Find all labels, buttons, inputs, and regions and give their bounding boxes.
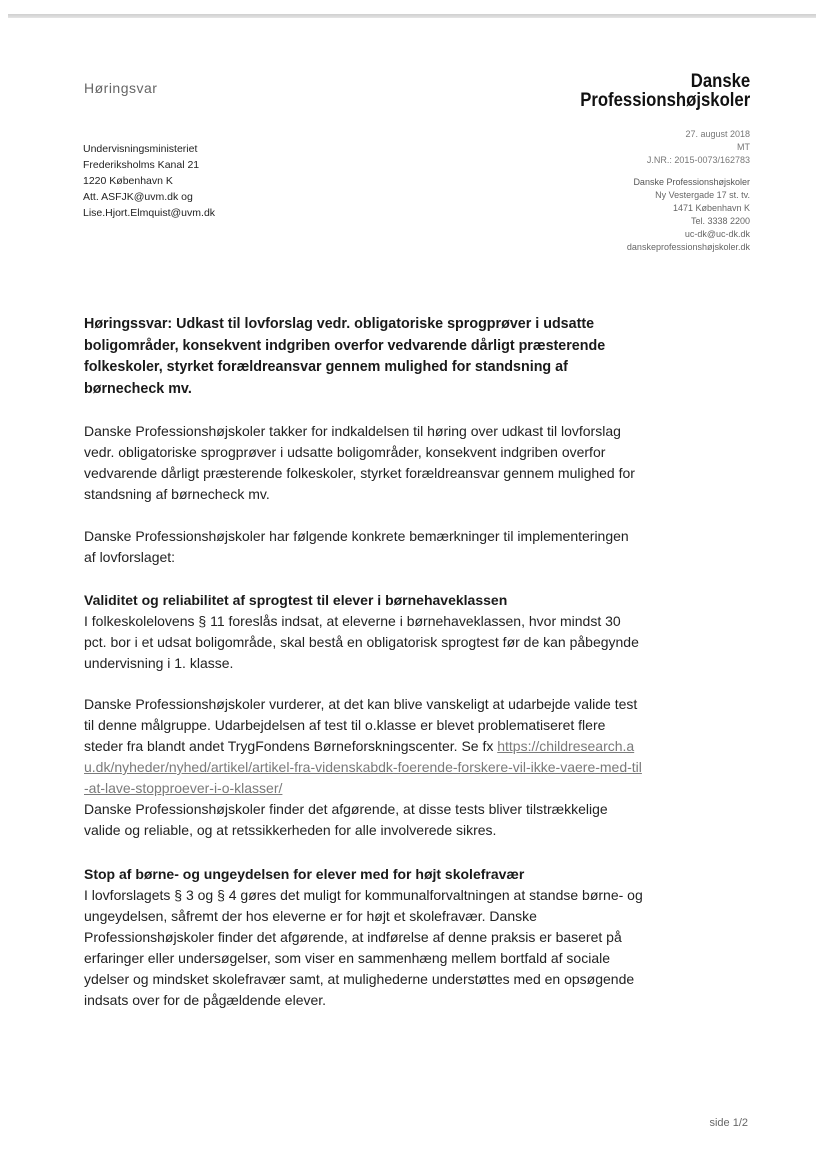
document-type: Høringsvar [84, 80, 158, 96]
assessment-text: Danske Professionshøjskoler vurderer, at det kan blive vanskeligt at udarbejde valide test til denne målgruppe. Udarbejdelsen af test til o.klasse er blevet problematiseret flere steder fra blandt andet TrygFondens Børneforskningscenter. [84, 696, 638, 754]
recipient-line: Att. ASFJK@uvm.dk og [83, 191, 193, 203]
section-validity [84, 590, 644, 674]
letter-meta [647, 128, 750, 167]
intro-paragraph: Danske Professionshøjskoler takker for indkaldelsen til høring over udkast til lovforslag vedr. obligatoriske sprogprøver i udsatte boligområder, konsekvent indgriben overfor vedvarende dårligt præsterende folkeskoler, styrket forældreansvar gennem mulighed for standsning af børnecheck mv. [84, 423, 635, 502]
scan-edge [8, 14, 816, 18]
assessment-paragraph [84, 694, 644, 841]
section-absence [84, 864, 644, 1011]
research-link[interactable]: https://childresearch.au.dk/nyheder/nyhed/artikel/artikel-fra-videnskabdk-foerende-forskere-vil-ikke-vaere-med-til-at-lave-stopproever-i-o-klasser/ [84, 738, 642, 796]
sender-address [627, 176, 750, 254]
recipient-line: Undervisningsministeriet [83, 143, 198, 155]
sender-email: uc-dk@uc-dk.dk [684, 229, 750, 239]
remarks-intro-paragraph: Danske Professionshøjskoler har følgende konkrete bemærkninger til implementeringen af lovforslaget: [84, 528, 629, 565]
assessment-conclusion: Danske Professionshøjskoler finder det afgørende, at disse tests bliver tilstrækkelige valide og reliable, og at retssikkerheden for alle involverede sikres. [84, 801, 608, 838]
recipient-address [83, 141, 215, 221]
sender-city: 1471 København K [672, 203, 750, 213]
author-initials: MT [737, 142, 750, 152]
sender-street: Ny Vestergade 17 st. tv. [655, 190, 750, 200]
page-number: side 1/2 [709, 1117, 748, 1129]
sender-phone: Tel. 3338 2200 [690, 216, 750, 226]
recipient-line: Frederiksholms Kanal 21 [83, 159, 200, 171]
section-text: I folkeskolelovens § 11 foreslås indsat, at eleverne i børnehaveklassen, hvor mindst 30 pct. bor i et udsat boligområde, skal bestå en obligatorisk sprogtest før de kan påbegynde undervisning i 1. klasse. [84, 613, 639, 671]
subject-heading: Høringssvar: Udkast til lovforslag vedr. obligatoriske sprogprøver i udsatte boligområder, konsekvent indgriben overfor vedvarende dårligt præsterende folkeskoler, styrket forældreansvar gennem mulighed for standsning af børnecheck mv. [84, 316, 606, 397]
organization-logo [580, 72, 750, 110]
recipient-line: 1220 København K [83, 175, 173, 187]
see-label: Se fx [461, 738, 494, 754]
section-heading: Stop af børne- og ungeydelsen for elever med for højt skolefravær [84, 866, 525, 882]
section-heading: Validitet og reliabilitet af sprogtest til elever i børnehaveklassen [84, 592, 508, 608]
recipient-line: Lise.Hjort.Elmquist@uvm.dk [83, 207, 216, 219]
journal-number: J.NR.: 2015-0073/162783 [646, 155, 750, 165]
logo-line-1: Danske [690, 71, 750, 92]
letter-date: 27. august 2018 [685, 129, 750, 139]
section-text: I lovforslagets § 3 og § 4 gøres det muligt for kommunalforvaltningen at standse børne- og ungeydelsen, såfremt der hos eleverne er for højt et skolefravær. Danske Professionshøjskoler finder det afgørende, at indførelse af denne praksis er baseret på erfaringer eller undersøgelser, som viser en sammenhæng mellem bortfald af sociale ydelser og mindsket skolefravær samt, at mulighederne understøttes med en opsøgende indsats over for de pågældende elever. [84, 887, 643, 1008]
logo-line-2: Professionshøjskoler [579, 90, 750, 111]
sender-org: Danske Professionshøjskoler [633, 177, 750, 187]
sender-web: danskeprofessionshøjskoler.dk [626, 242, 750, 252]
